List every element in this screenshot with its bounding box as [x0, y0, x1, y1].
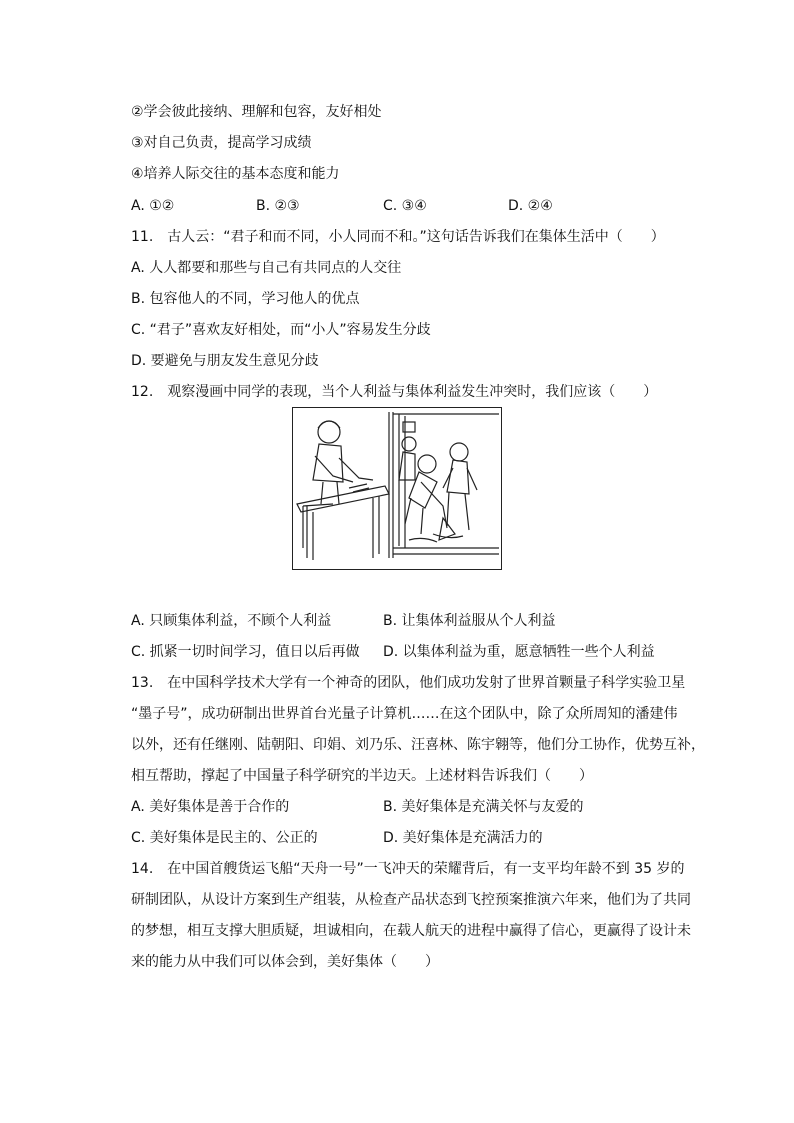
- q10-option-b: B. ②③: [256, 198, 300, 214]
- cartoon-illustration: [292, 407, 502, 570]
- statement-3: ③对自己负责，提高学习成绩: [131, 135, 312, 151]
- q10-option-a: A. ①②: [131, 198, 175, 214]
- statement-4: ④培养人际交往的基本态度和能力: [131, 166, 340, 182]
- q11-option-d: D. 要避免与朋友发生意见分歧: [131, 353, 319, 369]
- q13-option-a: A. 美好集体是善于合作的: [131, 799, 290, 815]
- q12-option-b: B. 让集体利益服从个人利益: [383, 613, 556, 629]
- q11-option-a: A. 人人都要和那些与自己有共同点的人交往: [131, 260, 402, 276]
- statement-2: ②学会彼此接纳、理解和包容，友好相处: [131, 104, 382, 120]
- q11-option-b: B. 包容他人的不同，学习他人的优点: [131, 291, 360, 307]
- q13-option-c: C. 美好集体是民主的、公正的: [131, 830, 318, 846]
- q10-option-d: D. ②④: [508, 198, 553, 214]
- q11-stem: 11. 古人云：“君子和而不同，小人同而不和。”这句话告诉我们在集体生活中（ ）: [131, 229, 665, 245]
- q14-line-2: 研制团队，从设计方案到生产组装，从检查产品状态到飞控预案推演六年来，他们为了共同: [131, 892, 691, 908]
- q12-option-a: A. 只顾集体利益，不顾个人利益: [131, 613, 332, 629]
- q13-option-b: B. 美好集体是充满关怀与友爱的: [383, 799, 584, 815]
- q14-line-4: 来的能力从中我们可以体会到，美好集体（ ）: [131, 954, 439, 970]
- q14-line-1: 14. 在中国首艘货运飞船“天舟一号”一飞冲天的荣耀背后，有一支平均年龄不到 35 岁的: [131, 861, 685, 877]
- q13-line-2: “墨子号”，成功研制出世界首台光量子计算机……在这个团队中，除了众所周知的潘建伟: [131, 706, 678, 722]
- cartoon-drawing: [293, 408, 501, 569]
- q14-line-3: 的梦想，相互支撑大胆质疑，坦诚相向，在载人航天的进程中赢得了信心，更赢得了设计未: [131, 923, 691, 939]
- q13-line-3: 以外，还有任继刚、陆朝阳、印娟、刘乃乐、汪喜林、陈宇翱等，他们分工协作，优势互补，: [131, 737, 705, 753]
- q10-option-c: C. ③④: [383, 198, 427, 214]
- q12-option-d: D. 以集体利益为重，愿意牺牲一些个人利益: [383, 644, 655, 660]
- q13-line-1: 13. 在中国科学技术大学有一个神奇的团队，他们成功发射了世界首颗量子科学实验卫星: [131, 675, 686, 691]
- q11-option-c: C. “君子”喜欢友好相处，而“小人”容易发生分歧: [131, 322, 431, 338]
- q13-line-4: 相互帮助，撑起了中国量子科学研究的半边天。上述材料告诉我们（ ）: [131, 768, 593, 784]
- q12-stem: 12. 观察漫画中同学的表现，当个人利益与集体利益发生冲突时，我们应该（ ）: [131, 384, 658, 400]
- q12-option-c: C. 抓紧一切时间学习，值日以后再做: [131, 644, 360, 660]
- q13-option-d: D. 美好集体是充满活力的: [383, 830, 543, 846]
